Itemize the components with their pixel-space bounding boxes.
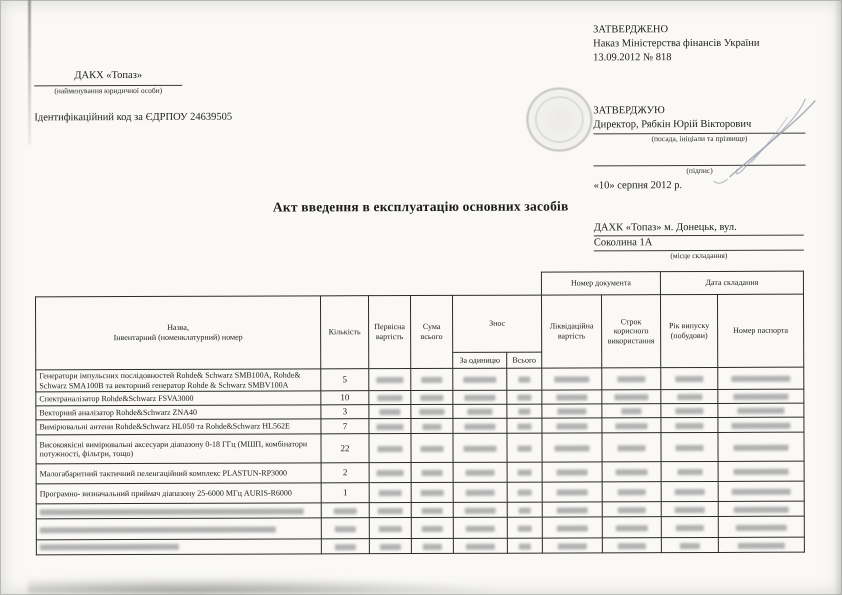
redacted-blur: [733, 469, 788, 475]
redacted-blur: [676, 376, 704, 382]
cell-redacted-value: [411, 405, 453, 419]
col-header-useful-term: Строк корисного використання: [601, 295, 660, 368]
approve-person-caption: (посада, ініціали та прізвище): [651, 133, 748, 144]
redacted-blur: [379, 409, 400, 415]
redacted-blur: [676, 423, 704, 429]
redacted-blur: [422, 470, 443, 476]
cell-redacted-value: [411, 503, 453, 518]
scan-edge-right: [834, 0, 842, 595]
cell-redacted-value: [718, 367, 804, 389]
cell-redacted-value: [661, 390, 718, 404]
redacted-blur: [555, 445, 589, 451]
cell-quantity: 10: [321, 391, 369, 405]
cell-redacted-value: [602, 482, 661, 502]
col-header-liq-value: Ліквідаційна вартість: [541, 295, 601, 368]
cell-asset-name: Генератори імпульсних послідовностей Rohde& Schwarz SMB100A, Rohde& Schwarz SMA100B та векторний генератор Rohde & Schwarz SMBV100A: [36, 369, 321, 392]
cell-redacted-value: [453, 482, 507, 502]
redacted-blur: [517, 423, 531, 429]
cell-redacted-value: [602, 462, 661, 482]
redacted-blur: [420, 409, 445, 415]
cell-redacted-value: [369, 463, 411, 483]
cell-asset-name: Векторний аналізатор Rohde&Schwarz ZNA40: [36, 405, 321, 420]
table-row: [36, 432, 804, 464]
redacted-blur: [617, 445, 646, 451]
redacted-blur: [616, 469, 647, 475]
cell-redacted-value: [602, 404, 661, 418]
approve-title: ЗАТВЕРДЖУЮ: [593, 105, 665, 117]
redacted-blur: [519, 543, 530, 549]
table-row: [36, 481, 804, 504]
cell-redacted-value: [507, 433, 542, 462]
cell-redacted-value: [507, 404, 542, 418]
col-header-wear-unit: За одиницю: [453, 352, 507, 368]
redacted-blur: [335, 544, 356, 550]
redacted-blur: [334, 508, 357, 514]
redacted-blur: [467, 409, 493, 415]
redacted-blur: [518, 445, 532, 451]
cell-quantity: 5: [321, 369, 369, 391]
cell-redacted-value: [453, 404, 507, 418]
cell-redacted-value: [661, 367, 718, 389]
redacted-blur: [617, 507, 646, 513]
col-header-wear-total: Всього: [507, 352, 542, 368]
signature-line: [593, 143, 805, 167]
redacted-blur: [733, 394, 788, 400]
redacted-blur: [40, 544, 179, 550]
cell-redacted-value: [542, 433, 602, 462]
cell-asset-name: Програмно- визначальний приймач діапазону 25-6000 МГц AURIS-R6000: [36, 483, 321, 504]
cell-redacted-value: [453, 418, 507, 433]
redacted-blur: [464, 445, 497, 451]
cell-redacted-value: [718, 481, 804, 501]
col-header-name: Назва, Інвентарний (номенклатурний) номер: [35, 296, 320, 370]
seal-stamp-icon: [526, 87, 592, 151]
redacted-blur: [556, 469, 588, 475]
cell-redacted-value: [507, 517, 542, 538]
redacted-blur: [422, 507, 443, 513]
redacted-blur: [378, 508, 403, 514]
cell-quantity: 22: [321, 434, 369, 463]
table-row: [36, 461, 804, 484]
approved-block: [593, 23, 828, 66]
cell-redacted-value: [507, 368, 542, 390]
redacted-blur: [518, 490, 532, 496]
redacted-blur: [421, 377, 442, 383]
redacted-blur: [377, 377, 403, 383]
redacted-blur: [377, 424, 403, 430]
cell-redacted-name: [36, 503, 321, 519]
col-header-passport: Номер паспорта: [717, 294, 803, 367]
cell-redacted-value: [718, 516, 804, 537]
redacted-blur: [731, 376, 790, 382]
redacted-blur: [617, 489, 646, 495]
redacted-blur: [618, 543, 647, 549]
cell-redacted-value: [411, 518, 453, 539]
group-header-doc-number: Номер документа: [541, 272, 660, 295]
cell-redacted-value: [507, 390, 542, 404]
redacted-blur: [465, 423, 496, 429]
cell-redacted-value: [321, 539, 369, 554]
approved-subtitle: Наказ Міністерства фінансів України: [593, 37, 760, 50]
cell-redacted-value: [542, 390, 602, 404]
redacted-blur: [616, 525, 647, 531]
redacted-blur: [555, 376, 589, 382]
place-caption: (місце складання): [670, 250, 728, 261]
cell-asset-name: Малогабаритний тактичний пеленгаційний комплекс PLASTUN-RP3000: [36, 463, 321, 484]
table-ghost-spacer: [35, 272, 541, 297]
redacted-blur: [731, 422, 790, 428]
cell-redacted-value: [542, 368, 602, 390]
cell-quantity: 3: [321, 405, 369, 419]
cell-redacted-value: [369, 405, 411, 419]
redacted-blur: [675, 489, 705, 495]
cell-redacted-value: [542, 482, 602, 502]
cell-redacted-value: [602, 418, 661, 433]
redacted-blur: [736, 524, 787, 530]
redacted-blur: [621, 408, 642, 414]
cell-redacted-value: [369, 483, 411, 503]
cell-redacted-name: [36, 539, 321, 555]
cell-redacted-value: [602, 390, 661, 404]
redacted-blur: [677, 469, 702, 475]
redacted-blur: [680, 543, 700, 549]
org-block: [34, 69, 182, 96]
cell-redacted-value: [602, 502, 661, 517]
redacted-blur: [519, 377, 530, 383]
redacted-blur: [466, 470, 494, 476]
assets-table: [35, 271, 805, 556]
cell-redacted-value: [369, 369, 411, 391]
cell-redacted-value: [411, 434, 453, 463]
cell-redacted-value: [602, 368, 661, 390]
cell-redacted-value: [411, 539, 453, 554]
org-name: ДАКХ «Топаз»: [34, 69, 182, 87]
cell-redacted-value: [411, 463, 453, 483]
cell-redacted-value: [453, 517, 507, 538]
redacted-blur: [421, 445, 444, 451]
redacted-blur: [675, 507, 705, 513]
col-header-wear: Знос: [452, 295, 541, 352]
redacted-blur: [379, 490, 402, 496]
cell-quantity: 1: [321, 483, 369, 503]
redacted-blur: [677, 394, 702, 400]
edrpou-line: Ідентифікаційний код за ЄДРПОУ 24639505: [34, 111, 233, 124]
cell-redacted-value: [718, 389, 804, 403]
cell-redacted-value: [542, 517, 602, 538]
cell-redacted-value: [411, 483, 453, 503]
cell-redacted-value: [369, 391, 411, 405]
approve-block: [593, 104, 805, 194]
place-line2: Соколина 1А: [594, 236, 804, 252]
redacted-blur: [676, 525, 704, 531]
cell-redacted-value: [453, 462, 507, 482]
redacted-blur: [518, 525, 532, 531]
redacted-blur: [734, 506, 789, 512]
redacted-blur: [40, 508, 304, 515]
redacted-blur: [377, 470, 403, 476]
cell-redacted-value: [507, 462, 542, 482]
redacted-blur: [556, 507, 588, 513]
document-title: Акт введення в експлуатацію основних засобів: [272, 198, 569, 215]
cell-redacted-value: [453, 368, 507, 390]
redacted-blur: [421, 490, 444, 496]
cell-redacted-value: [602, 433, 661, 462]
cell-redacted-value: [542, 502, 602, 517]
redacted-blur: [557, 408, 586, 414]
cell-redacted-value: [507, 502, 542, 517]
cell-redacted-value: [718, 537, 804, 552]
cell-redacted-value: [453, 502, 507, 517]
redacted-blur: [733, 444, 788, 450]
redacted-blur: [466, 543, 494, 549]
cell-redacted-value: [661, 502, 718, 517]
cell-redacted-value: [718, 432, 804, 461]
redacted-blur: [465, 395, 496, 401]
cell-redacted-value: [542, 418, 602, 433]
redacted-blur: [614, 394, 648, 400]
cell-redacted-value: [369, 503, 411, 518]
cell-redacted-value: [718, 403, 804, 417]
redacted-blur: [519, 507, 530, 513]
cell-redacted-value: [411, 391, 453, 405]
redacted-blur: [558, 543, 587, 549]
redacted-blur: [617, 376, 646, 382]
cell-redacted-value: [369, 539, 411, 554]
cell-redacted-value: [542, 404, 602, 418]
redacted-blur: [556, 423, 588, 429]
redacted-blur: [422, 525, 443, 531]
cell-asset-name: Вимірювальні антени Rohde&Schwarz HL050 та Rohde&Schwarz HL562E: [36, 419, 321, 435]
cell-redacted-value: [321, 518, 369, 539]
redacted-blur: [518, 470, 532, 476]
redacted-blur: [466, 525, 494, 531]
redacted-blur: [519, 409, 530, 415]
cell-quantity: 7: [321, 419, 369, 434]
cell-redacted-value: [718, 417, 804, 432]
approve-person: Директор, Рябкін Юрій Вікторович: [593, 118, 805, 135]
col-header-year: Рік випуску (побудови): [660, 294, 717, 367]
redacted-blur: [737, 408, 784, 414]
redacted-blur: [40, 526, 276, 533]
redacted-blur: [378, 395, 403, 401]
redacted-blur: [422, 423, 441, 429]
cell-redacted-value: [718, 501, 804, 516]
cell-redacted-value: [321, 503, 369, 518]
col-header-first-cost: Первісна вартість: [368, 296, 410, 369]
cell-redacted-name: [36, 518, 321, 540]
redacted-blur: [380, 544, 401, 550]
cell-redacted-value: [453, 433, 507, 462]
redacted-blur: [556, 394, 588, 400]
redacted-blur: [379, 526, 402, 532]
cell-redacted-value: [661, 538, 718, 553]
approved-title: ЗАТВЕРДЖЕНО: [593, 24, 669, 36]
redacted-blur: [732, 489, 791, 495]
redacted-blur: [420, 395, 443, 401]
approve-date: «10» серпня 2012 р.: [593, 180, 683, 192]
redacted-blur: [378, 446, 403, 452]
redacted-blur: [465, 507, 496, 513]
signature-caption: (підпис): [686, 165, 713, 176]
org-name-caption: (найменування юридичної особи): [54, 85, 163, 96]
cell-asset-name: Спектраналізатор Rohde&Schwarz FSVA3000: [36, 391, 321, 406]
place-line1: ДАХК «Топаз» м. Донецьк, вул.: [594, 221, 804, 237]
cell-redacted-value: [602, 517, 661, 538]
col-header-quantity: Кількість: [320, 296, 368, 369]
redacted-blur: [676, 408, 704, 414]
redacted-blur: [616, 423, 647, 429]
redacted-blur: [517, 395, 531, 401]
cell-redacted-value: [718, 461, 804, 481]
cell-redacted-value: [369, 419, 411, 434]
cell-redacted-value: [507, 482, 542, 502]
cell-redacted-value: [661, 433, 718, 462]
cell-redacted-value: [542, 462, 602, 482]
approved-number: 13.09.2012 № 818: [593, 52, 672, 64]
cell-redacted-value: [542, 538, 602, 553]
cell-redacted-value: [661, 517, 718, 538]
table-row-redacted: [36, 537, 804, 555]
group-header-date: Дата складання: [660, 271, 803, 294]
cell-asset-name: Високоякісні вимірювальні аксесуари діапазону 0-18 ГГц (МШП, комбінатори потужності, фільтри, тощо): [36, 434, 321, 464]
cell-redacted-value: [602, 538, 661, 553]
redacted-blur: [738, 542, 785, 548]
redacted-blur: [676, 445, 704, 451]
cell-quantity: 2: [321, 463, 369, 483]
redacted-blur: [556, 525, 588, 531]
redacted-blur: [556, 489, 588, 495]
table-row-redacted: [36, 516, 804, 540]
cell-redacted-value: [507, 538, 542, 553]
cell-redacted-value: [661, 418, 718, 433]
cell-redacted-value: [453, 538, 507, 553]
col-header-sum-total: Сума всього: [410, 295, 452, 368]
scan-edge-left: [28, 0, 31, 145]
cell-redacted-value: [661, 404, 718, 418]
redacted-blur: [335, 526, 356, 532]
cell-redacted-value: [411, 368, 453, 390]
cell-redacted-value: [411, 419, 453, 434]
cell-redacted-value: [661, 482, 718, 502]
redacted-blur: [466, 490, 494, 496]
cell-redacted-value: [369, 434, 411, 463]
cell-redacted-value: [369, 518, 411, 539]
cell-redacted-value: [507, 418, 542, 433]
cell-redacted-value: [661, 462, 718, 482]
redacted-blur: [423, 543, 442, 549]
place-block: [594, 221, 804, 261]
table-row: [36, 367, 804, 392]
redacted-blur: [463, 377, 496, 383]
cell-redacted-value: [453, 390, 507, 404]
scan-shadow-bottom: [28, 577, 488, 593]
